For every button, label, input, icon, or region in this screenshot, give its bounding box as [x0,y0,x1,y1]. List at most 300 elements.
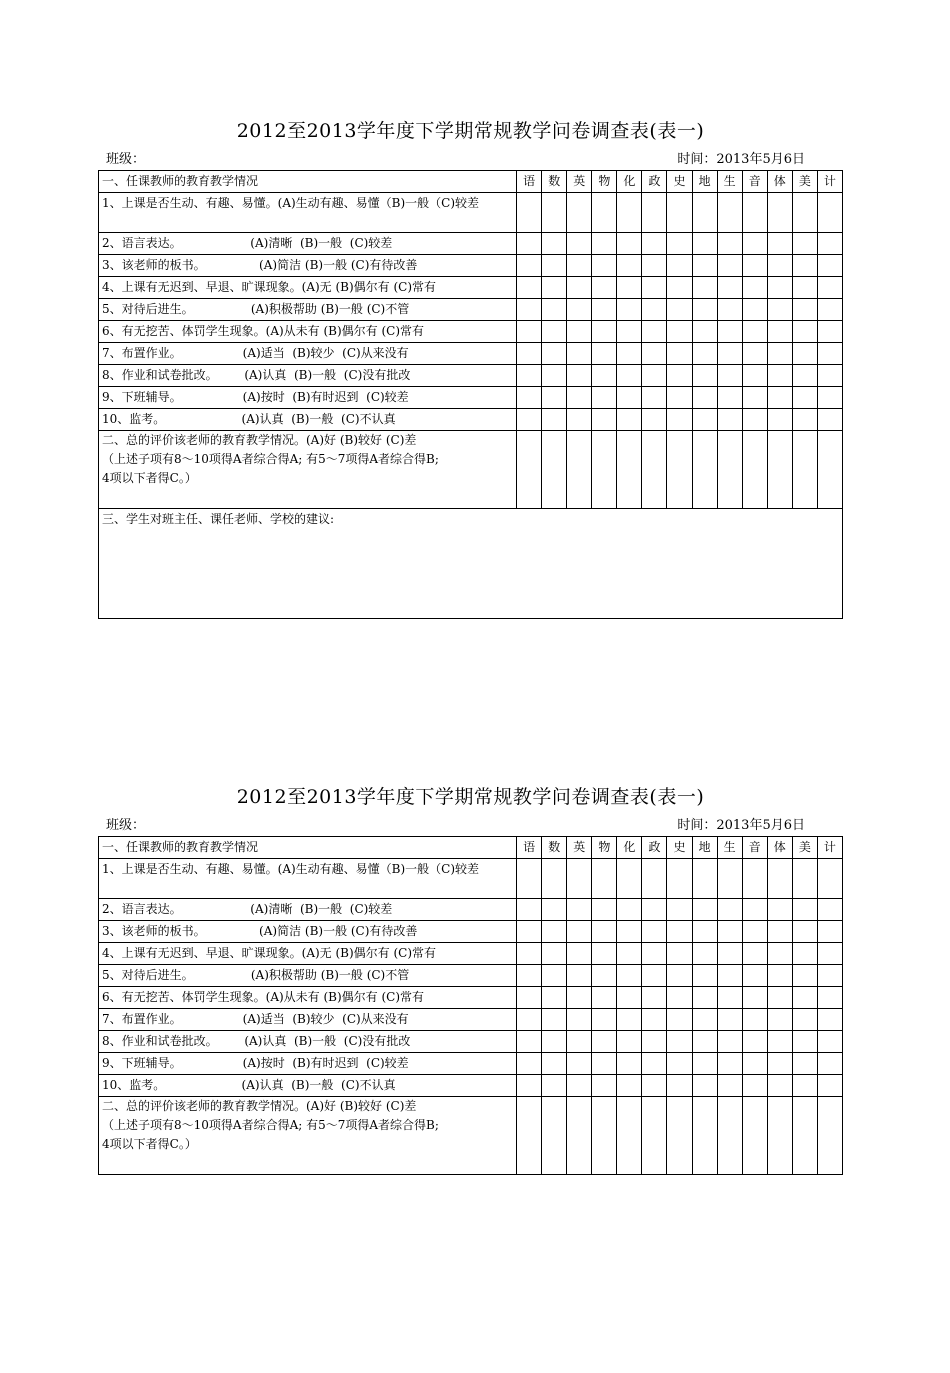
rating-cell[interactable] [642,1097,667,1175]
rating-cell[interactable] [592,409,617,431]
rating-cell[interactable] [517,1009,542,1031]
rating-cell[interactable] [542,299,567,321]
rating-cell[interactable] [667,1097,692,1175]
rating-cell[interactable] [592,431,617,509]
rating-cell[interactable] [642,1053,667,1075]
rating-cell[interactable] [792,1097,817,1175]
rating-cell[interactable] [817,859,842,899]
rating-cell[interactable] [567,859,592,899]
rating-cell[interactable] [517,1075,542,1097]
rating-cell[interactable] [667,343,692,365]
rating-cell[interactable] [667,321,692,343]
rating-cell[interactable] [817,277,842,299]
rating-cell[interactable] [742,343,767,365]
rating-cell[interactable] [767,277,792,299]
rating-cell[interactable] [792,233,817,255]
rating-cell[interactable] [692,965,717,987]
rating-cell[interactable] [642,277,667,299]
rating-cell[interactable] [717,987,742,1009]
rating-cell[interactable] [717,365,742,387]
rating-cell[interactable] [642,943,667,965]
rating-cell[interactable] [617,1031,642,1053]
rating-cell[interactable] [667,1031,692,1053]
rating-cell[interactable] [767,1075,792,1097]
rating-cell[interactable] [742,431,767,509]
rating-cell[interactable] [742,859,767,899]
rating-cell[interactable] [542,1053,567,1075]
rating-cell[interactable] [667,1009,692,1031]
rating-cell[interactable] [642,299,667,321]
rating-cell[interactable] [767,387,792,409]
rating-cell[interactable] [567,255,592,277]
rating-cell[interactable] [592,387,617,409]
rating-cell[interactable] [767,255,792,277]
rating-cell[interactable] [517,277,542,299]
subject-cell: 英 [567,171,592,193]
rating-cell[interactable] [542,409,567,431]
rating-cell[interactable] [517,921,542,943]
rating-cell[interactable] [742,943,767,965]
rating-cell[interactable] [817,1075,842,1097]
rating-cell[interactable] [517,365,542,387]
rating-cell[interactable] [717,431,742,509]
rating-cell[interactable] [542,277,567,299]
rating-cell[interactable] [817,255,842,277]
rating-cell[interactable] [592,859,617,899]
rating-cell[interactable] [767,1009,792,1031]
rating-cell[interactable] [692,1053,717,1075]
rating-cell[interactable] [617,1097,642,1175]
rating-cell[interactable] [667,233,692,255]
rating-cell[interactable] [817,299,842,321]
rating-cell[interactable] [742,899,767,921]
rating-cell[interactable] [792,859,817,899]
rating-cell[interactable] [567,387,592,409]
rating-cell[interactable] [717,343,742,365]
rating-cell[interactable] [617,1053,642,1075]
rating-cell[interactable] [792,409,817,431]
rating-cell[interactable] [667,943,692,965]
rating-cell[interactable] [592,233,617,255]
rating-cell[interactable] [817,899,842,921]
rating-cell[interactable] [592,1031,617,1053]
rating-cell[interactable] [717,899,742,921]
rating-cell[interactable] [767,299,792,321]
rating-cell[interactable] [792,1009,817,1031]
rating-cell[interactable] [592,193,617,233]
rating-cell[interactable] [742,193,767,233]
rating-cell[interactable] [817,987,842,1009]
rating-cell[interactable] [542,431,567,509]
rating-cell[interactable] [542,321,567,343]
rating-cell[interactable] [567,321,592,343]
header-row [99,837,843,859]
rating-cell[interactable] [792,387,817,409]
rating-cell[interactable] [542,193,567,233]
rating-cell[interactable] [692,943,717,965]
rating-cell[interactable] [767,343,792,365]
rating-cell[interactable] [742,921,767,943]
rating-cell[interactable] [717,193,742,233]
rating-cell[interactable] [692,365,717,387]
rating-cell[interactable] [742,1009,767,1031]
rating-cell[interactable] [592,255,617,277]
rating-cell[interactable] [717,1097,742,1175]
rating-cell[interactable] [567,921,592,943]
question-text: 3、该老师的板书。 (A)简洁 (B)一般 (C)有待改善 [99,921,517,943]
rating-cell[interactable] [792,193,817,233]
rating-cell[interactable] [742,1075,767,1097]
rating-cell[interactable] [817,431,842,509]
rating-cell[interactable] [792,1075,817,1097]
rating-cell[interactable] [642,859,667,899]
rating-cell[interactable] [692,299,717,321]
rating-cell[interactable] [542,921,567,943]
rating-cell[interactable] [667,921,692,943]
rating-cell[interactable] [567,943,592,965]
rating-cell[interactable] [617,299,642,321]
rating-cell[interactable] [792,431,817,509]
rating-cell[interactable] [617,859,642,899]
rating-cell[interactable] [817,1053,842,1075]
rating-cell[interactable] [767,1031,792,1053]
rating-cell[interactable] [517,899,542,921]
rating-cell[interactable] [642,1009,667,1031]
rating-cell[interactable] [517,299,542,321]
rating-cell[interactable] [817,321,842,343]
rating-cell[interactable] [642,255,667,277]
rating-cell[interactable] [717,1009,742,1031]
rating-cell[interactable] [792,343,817,365]
rating-cell[interactable] [567,1097,592,1175]
rating-cell[interactable] [717,255,742,277]
rating-cell[interactable] [717,1075,742,1097]
rating-cell[interactable] [792,943,817,965]
rating-cell[interactable] [567,899,592,921]
rating-cell[interactable] [542,965,567,987]
rating-cell[interactable] [667,987,692,1009]
rating-cell[interactable] [792,277,817,299]
rating-cell[interactable] [692,193,717,233]
rating-cell[interactable] [692,233,717,255]
rating-cell[interactable] [617,987,642,1009]
rating-cell[interactable] [642,1075,667,1097]
rating-cell[interactable] [542,255,567,277]
rating-cell[interactable] [792,987,817,1009]
rating-cell[interactable] [617,1075,642,1097]
rating-cell[interactable] [742,277,767,299]
rating-cell[interactable] [592,321,617,343]
rating-cell[interactable] [667,431,692,509]
rating-cell[interactable] [742,1053,767,1075]
rating-cell[interactable] [792,965,817,987]
rating-cell[interactable] [692,255,717,277]
rating-cell[interactable] [692,859,717,899]
rating-cell[interactable] [517,321,542,343]
rating-cell[interactable] [817,943,842,965]
rating-cell[interactable] [542,233,567,255]
rating-cell[interactable] [817,193,842,233]
rating-cell[interactable] [567,343,592,365]
rating-cell[interactable] [717,1031,742,1053]
subject-cell: 物 [592,837,617,859]
rating-cell[interactable] [542,943,567,965]
rating-cell[interactable] [642,387,667,409]
rating-cell[interactable] [667,1075,692,1097]
rating-cell[interactable] [617,233,642,255]
rating-cell[interactable] [517,387,542,409]
rating-cell[interactable] [667,1053,692,1075]
rating-cell[interactable] [792,365,817,387]
rating-cell[interactable] [567,409,592,431]
rating-cell[interactable] [617,343,642,365]
rating-cell[interactable] [692,409,717,431]
rating-cell[interactable] [667,859,692,899]
rating-cell[interactable] [792,921,817,943]
rating-cell[interactable] [592,1053,617,1075]
rating-cell[interactable] [667,255,692,277]
rating-cell[interactable] [617,965,642,987]
rating-cell[interactable] [617,321,642,343]
rating-cell[interactable] [767,409,792,431]
rating-cell[interactable] [767,987,792,1009]
rating-cell[interactable] [817,365,842,387]
rating-cell[interactable] [542,1075,567,1097]
rating-cell[interactable] [767,233,792,255]
question-row [99,193,843,233]
rating-cell[interactable] [567,193,592,233]
rating-cell[interactable] [592,921,617,943]
rating-cell[interactable] [817,409,842,431]
rating-cell[interactable] [817,1009,842,1031]
rating-cell[interactable] [692,431,717,509]
rating-cell[interactable] [642,365,667,387]
rating-cell[interactable] [542,387,567,409]
rating-cell[interactable] [642,899,667,921]
rating-cell[interactable] [567,1075,592,1097]
rating-cell[interactable] [642,321,667,343]
rating-cell[interactable] [742,299,767,321]
suggestion-cell[interactable] [99,509,843,619]
rating-cell[interactable] [692,1031,717,1053]
rating-cell[interactable] [592,987,617,1009]
rating-cell[interactable] [667,193,692,233]
form-title: 2012至2013学年度下学期常规教学问卷调查表(表一) [236,786,705,808]
rating-cell[interactable] [717,277,742,299]
rating-cell[interactable] [617,409,642,431]
rating-cell[interactable] [692,987,717,1009]
rating-cell[interactable] [542,859,567,899]
rating-cell[interactable] [792,321,817,343]
rating-cell[interactable] [667,299,692,321]
rating-cell[interactable] [617,921,642,943]
rating-cell[interactable] [642,431,667,509]
rating-cell[interactable] [667,899,692,921]
question-row [99,1075,843,1097]
rating-cell[interactable] [767,193,792,233]
rating-cell[interactable] [567,277,592,299]
rating-cell[interactable] [717,387,742,409]
rating-cell[interactable] [817,921,842,943]
rating-cell[interactable] [592,965,617,987]
rating-cell[interactable] [642,193,667,233]
rating-cell[interactable] [792,1053,817,1075]
rating-cell[interactable] [592,277,617,299]
rating-cell[interactable] [642,1031,667,1053]
rating-cell[interactable] [717,965,742,987]
class-label: 班级： [106,818,146,833]
rating-cell[interactable] [617,387,642,409]
rating-cell[interactable] [692,899,717,921]
rating-cell[interactable] [617,1009,642,1031]
rating-cell[interactable] [517,343,542,365]
rating-cell[interactable] [717,321,742,343]
rating-cell[interactable] [517,431,542,509]
rating-cell[interactable] [517,943,542,965]
rating-cell[interactable] [592,1009,617,1031]
section1-header: 一、任课教师的教育教学情况 [99,837,517,859]
rating-cell[interactable] [517,987,542,1009]
rating-cell[interactable] [592,343,617,365]
rating-cell[interactable] [692,1075,717,1097]
rating-cell[interactable] [567,1009,592,1031]
rating-cell[interactable] [542,1009,567,1031]
rating-cell[interactable] [617,193,642,233]
rating-cell[interactable] [642,987,667,1009]
rating-cell[interactable] [517,255,542,277]
question-text: 9、下班辅导。 (A)按时 (B)有时迟到 (C)较差 [99,387,517,409]
rating-cell[interactable] [742,387,767,409]
rating-cell[interactable] [817,1031,842,1053]
question-text: 6、有无挖苦、体罚学生现象。(A)从未有 (B)偶尔有 (C)常有 [99,321,517,343]
rating-cell[interactable] [742,365,767,387]
rating-cell[interactable] [517,965,542,987]
rating-cell[interactable] [517,1097,542,1175]
rating-cell[interactable] [767,1053,792,1075]
rating-cell[interactable] [642,409,667,431]
rating-cell[interactable] [742,965,767,987]
rating-cell[interactable] [767,1097,792,1175]
rating-cell[interactable] [792,299,817,321]
rating-cell[interactable] [567,987,592,1009]
rating-cell[interactable] [617,277,642,299]
rating-cell[interactable] [517,859,542,899]
rating-cell[interactable] [692,921,717,943]
rating-cell[interactable] [717,943,742,965]
rating-cell[interactable] [767,859,792,899]
rating-cell[interactable] [642,343,667,365]
rating-cell[interactable] [767,321,792,343]
rating-cell[interactable] [567,1053,592,1075]
rating-cell[interactable] [742,233,767,255]
rating-cell[interactable] [767,365,792,387]
rating-cell[interactable] [792,255,817,277]
rating-cell[interactable] [817,233,842,255]
rating-cell[interactable] [767,943,792,965]
rating-cell[interactable] [717,409,742,431]
rating-cell[interactable] [642,965,667,987]
rating-cell[interactable] [792,1031,817,1053]
rating-cell[interactable] [617,255,642,277]
rating-cell[interactable] [767,431,792,509]
rating-cell[interactable] [667,387,692,409]
rating-cell[interactable] [717,233,742,255]
rating-cell[interactable] [567,233,592,255]
rating-cell[interactable] [617,943,642,965]
rating-cell[interactable] [717,299,742,321]
rating-cell[interactable] [592,899,617,921]
rating-cell[interactable] [517,1031,542,1053]
rating-cell[interactable] [567,431,592,509]
rating-cell[interactable] [592,943,617,965]
rating-cell[interactable] [542,1031,567,1053]
rating-cell[interactable] [742,321,767,343]
rating-cell[interactable] [692,1009,717,1031]
rating-cell[interactable] [817,1097,842,1175]
rating-cell[interactable] [592,1097,617,1175]
rating-cell[interactable] [817,343,842,365]
rating-cell[interactable] [692,387,717,409]
rating-cell[interactable] [517,233,542,255]
rating-cell[interactable] [642,921,667,943]
rating-cell[interactable] [792,899,817,921]
rating-cell[interactable] [667,965,692,987]
rating-cell[interactable] [742,987,767,1009]
rating-cell[interactable] [542,343,567,365]
rating-cell[interactable] [517,409,542,431]
rating-cell[interactable] [617,431,642,509]
rating-cell[interactable] [542,1097,567,1175]
rating-cell[interactable] [567,1031,592,1053]
rating-cell[interactable] [542,365,567,387]
rating-cell[interactable] [592,1075,617,1097]
survey-table [98,170,843,619]
rating-cell[interactable] [542,899,567,921]
rating-cell[interactable] [692,343,717,365]
rating-cell[interactable] [567,965,592,987]
rating-cell[interactable] [667,277,692,299]
rating-cell[interactable] [667,365,692,387]
rating-cell[interactable] [592,365,617,387]
rating-cell[interactable] [517,193,542,233]
rating-cell[interactable] [667,409,692,431]
rating-cell[interactable] [742,409,767,431]
rating-cell[interactable] [717,1053,742,1075]
rating-cell[interactable] [817,965,842,987]
rating-cell[interactable] [692,1097,717,1175]
rating-cell[interactable] [817,387,842,409]
rating-cell[interactable] [592,299,617,321]
question-row [99,299,843,321]
rating-cell[interactable] [717,859,742,899]
rating-cell[interactable] [692,277,717,299]
rating-cell[interactable] [742,1097,767,1175]
rating-cell[interactable] [767,965,792,987]
rating-cell[interactable] [542,987,567,1009]
rating-cell[interactable] [617,365,642,387]
rating-cell[interactable] [617,899,642,921]
rating-cell[interactable] [567,299,592,321]
rating-cell[interactable] [517,1053,542,1075]
rating-cell[interactable] [567,365,592,387]
rating-cell[interactable] [767,899,792,921]
rating-cell[interactable] [767,921,792,943]
rating-cell[interactable] [642,233,667,255]
rating-cell[interactable] [742,1031,767,1053]
rating-cell[interactable] [742,255,767,277]
rating-cell[interactable] [717,921,742,943]
rating-cell[interactable] [692,321,717,343]
